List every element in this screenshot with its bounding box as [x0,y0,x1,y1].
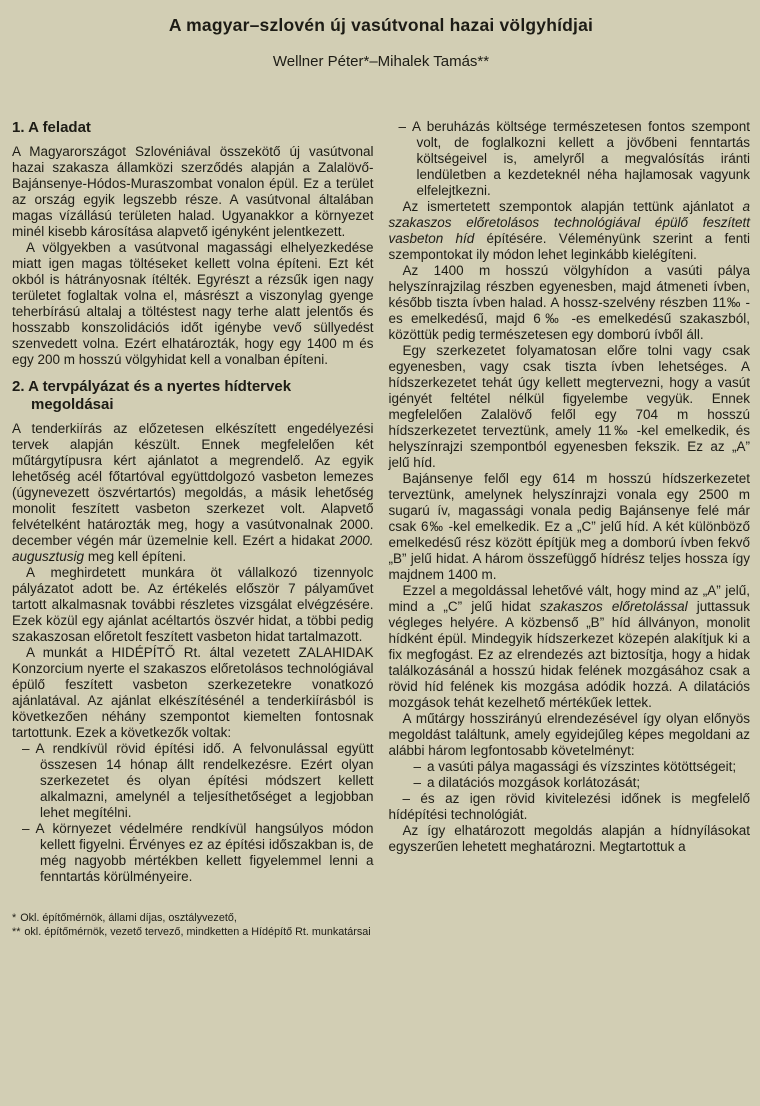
section-heading: 2. A tervpályázat és a nyertes hídtervek megoldásai [12,378,292,413]
bullet-marker: – [413,775,422,790]
left-column [12,119,374,885]
paragraph [389,343,751,471]
bullet-marker: – [398,119,407,134]
paragraph [389,199,751,263]
bullet-item [404,759,751,775]
paragraph [12,421,374,565]
section-heading: 1. A feladat [12,119,91,136]
page-title: A magyar–szlovén új vasútvonal hazai völgyhídjai [168,15,594,35]
paragraph [389,471,751,583]
paragraph [389,263,751,343]
bullet-item [12,741,374,821]
text-run: A rendkívül rövid építési idő. A felvonulással együtt összesen 14 hónap állt rendelkezésre. Ezért olyan szerkezetet és olyan építési módszert kellett alkalmazni, amelynél a teljesíthetőséget a legjobban lehet megítélni. [35,741,374,820]
footnote-marker: ** [12,926,21,938]
footnote [12,911,380,925]
paragraph [389,583,751,711]
bullet-marker: – [413,759,422,774]
text-run: A beruházás költsége természetesen fontos szempont volt, de foglalkozni kellett a jövőbeni fenntartás költségeivel is, amelyről a megvalósítás iránti lendületben a kezdeteknél néha hajlamosak vagyunk elfelejtkezni. [412,119,750,198]
text-run: A műtárgy hosszirányú elrendezésével így olyan előnyös megoldást találtunk, amely egyidejűleg képes megoldani az alábbi három legfontosabb követelményt: [388,711,750,758]
text-run: a szakaszos előretolásos technológiával épülő feszített vasbeton híd [388,199,750,246]
bullet-item [389,119,751,199]
footnotes [12,911,380,939]
bullet-item [12,821,374,885]
paragraph [389,791,751,823]
text-run: A meghirdetett munkára öt vállalkozó tizennyolc pályázatot adott be. Az értékelés először 7 pályaművet tartott alkalmasnak további részletes vizsgálat elvégzésére. Ezek közül egy ajánlat acéltartós öszvér hidat, a többi pedig szakaszosan előretolt feszített vasbeton hidat tartalmazott. [12,565,374,644]
text-run: A völgyekben a vasútvonal magassági elhelyezkedése miatt igen magas töltéseket kellett volna építeni. Ezt két okból is hátrányosnak ítélték. Egyrészt a rézsűk igen nagy területet foglaltak volna el, másrészt a viszonylag gyenge teherbírású altalaj a töltéstest nagy terhe alatt jelentős és hosszabb konszolidációs időt igénybe vevő süllyedést szenvedett volna. Ezért elhatározták, hogy egy 1400 m és egy 200 m hosszú völgyhidat kell a vonalban építeni. [12,240,374,367]
text-run: Bajánsenye felől egy 614 m hosszú hídszerkezetet terveztünk, amelynek helyszínrajzi vonala egy 2500 m sugarú ív, magassági vonala pedig Bajánsenye felé már csak 6‰ -kel emelkedik. Ez a „C” jelű híd. A két különböző emelkedésű rész között építjük meg a domború ívben fekvő „B” jelű hidat. A három összefüggő hídrész teljes hossza így majdnem 1400 m. [388,471,750,582]
two-column-body [12,119,750,885]
text-run: A környezet védelmére rendkívül hangsúlyos módon kellett figyelni. Érvényes ez az építési időszakban is, de még nagyobb mértékben kellett figyelemmel lenni a fenntartás körülményeire. [35,821,374,884]
footnote-text: Okl. építőmérnök, állami díjas, osztályvezető, [20,912,237,924]
text-run: A Magyarországot Szlovéniával összekötő új vasútvonal hazai szakasza államközi szerződés alapján a Zalalövő-Bajánsenye-Hódos-Muraszombat vonalon épül. Ez a terület az ország egyik legszebb része. A vasútvonal általában magas vízállású területen halad. Ugyanakkor a környezet minél kisebb károsítása alapvető igényként jelentkezett. [12,144,374,239]
paragraph [12,645,374,741]
footnote-text: okl. építőmérnök, vezető tervező, mindketten a Hídépítő Rt. munkatársai [24,926,371,938]
text-run: A munkát a HIDÉPÍTŐ Rt. által vezetett ZALAHIDAK Konzorcium nyerte el szakaszos előretolásos technológiával épülő feszített vasbeton szerkezetekre vonatkozó ajánlatával. Az ajánlat elkészítésénél a tenderkiírásból is következően néhány szempontot kiemelten fontosnak tartottunk. Ezek a következők voltak: [12,645,374,740]
right-column [389,119,751,885]
paragraph [12,565,374,645]
text-run: Ezzel a megoldással lehetővé vált, hogy mind az „A” jelű, mind a „C” jelű hidat [388,583,750,614]
footnote-marker: * [12,912,17,924]
paragraph [12,240,374,368]
text-run: meg kell építeni. [84,549,187,564]
text-run: Az ismertetett szempontok alapján tettünk ajánlatot [402,199,743,214]
bullet-marker: – [22,741,30,756]
text-run: Egy szerkezetet folyamatosan előre tolni vagy csak egyenesben, vagy csak tiszta ívben lehetséges. A hídszerkezetet tehát úgy kellett megtervezni, hogy a vasút igényét feltétel nélkül figyelembe vegyük. Ennek megfelelően Zalalövő felől egy 704 m hosszú hídszerkezetet terveztünk, amely 11‰ -kel emelkedik, és helyszínrajzi szempontból egyenesben fekszik. Ez az „A” jelű híd. [388,343,750,470]
text-run: építésére. Véleményünk szerint a fenti szempontokat ily módon lehet leginkább kielégíteni. [388,231,750,262]
text-run: Az 1400 m hosszú völgyhídon a vasúti pálya helyszínrajzilag részben egyenesben, majd átmeneti ívben, később tiszta ívben halad. A hossz-szelvény részben 11‰ -es emelkedésű, majd 6‰ -es emelkedésű szakaszból, közöttük pedig természetesen egy domború ívből áll. [388,263,750,342]
text-run: a dilatációs mozgások korlátozását; [427,775,641,790]
text-run: – és az igen rövid kivitelezési időnek is megfelelő hídépítési technológiát. [388,791,750,822]
bullet-marker: – [22,821,30,836]
text-run: a vasúti pálya magassági és vízszintes kötöttségeit; [427,759,737,774]
paragraph [389,823,751,855]
text-run: Az így elhatározott megoldás alapján a hídnyílásokat egyszerűen lehetett meghatározni. Megtartottuk a [388,823,750,854]
paragraph [389,711,751,759]
bullet-item [404,775,751,791]
authors-line: Wellner Péter*–Mihalek Tamás** [272,53,490,70]
footnote [12,925,380,939]
text-run: A tenderkiírás az előzetesen elkészített engedélyezési tervek alapján készült. Ennek megfelelően két műtárgytípusra kért ajánlatot a megrendelő. Az egyik lehetőség acél főtartóval együttdolgozó vasbeton lemezes (úgynevezett öszvértartós) megoldás, a másik lehetőség monolit feszített vasbeton szerkezet volt. Alapvető felvételként határozták meg, hogy a vasútvonalnak 2000. december végén már üzemelnie kell. Ezért a hidakat [12,421,374,548]
paragraph [12,144,374,240]
text-run: 2000. augusztusig [12,533,374,564]
text-run: juttassuk végleges helyére. A közbenső „B” híd állványon, monolit hídként épül. Mindegyik hídszerkezet közepén alakítjuk ki a fix megfogást. Ez az elrendezés azt biztosítja, hogy a hidak találkozásánál a hosszú hidak felének mozgásához csak a rövid híd felének kis mozgása adódik hozzá. A dilatációs mozgások tehát kezelhető mértékűek lettek. [388,599,750,710]
text-run: szakaszos előretolással [539,599,688,614]
